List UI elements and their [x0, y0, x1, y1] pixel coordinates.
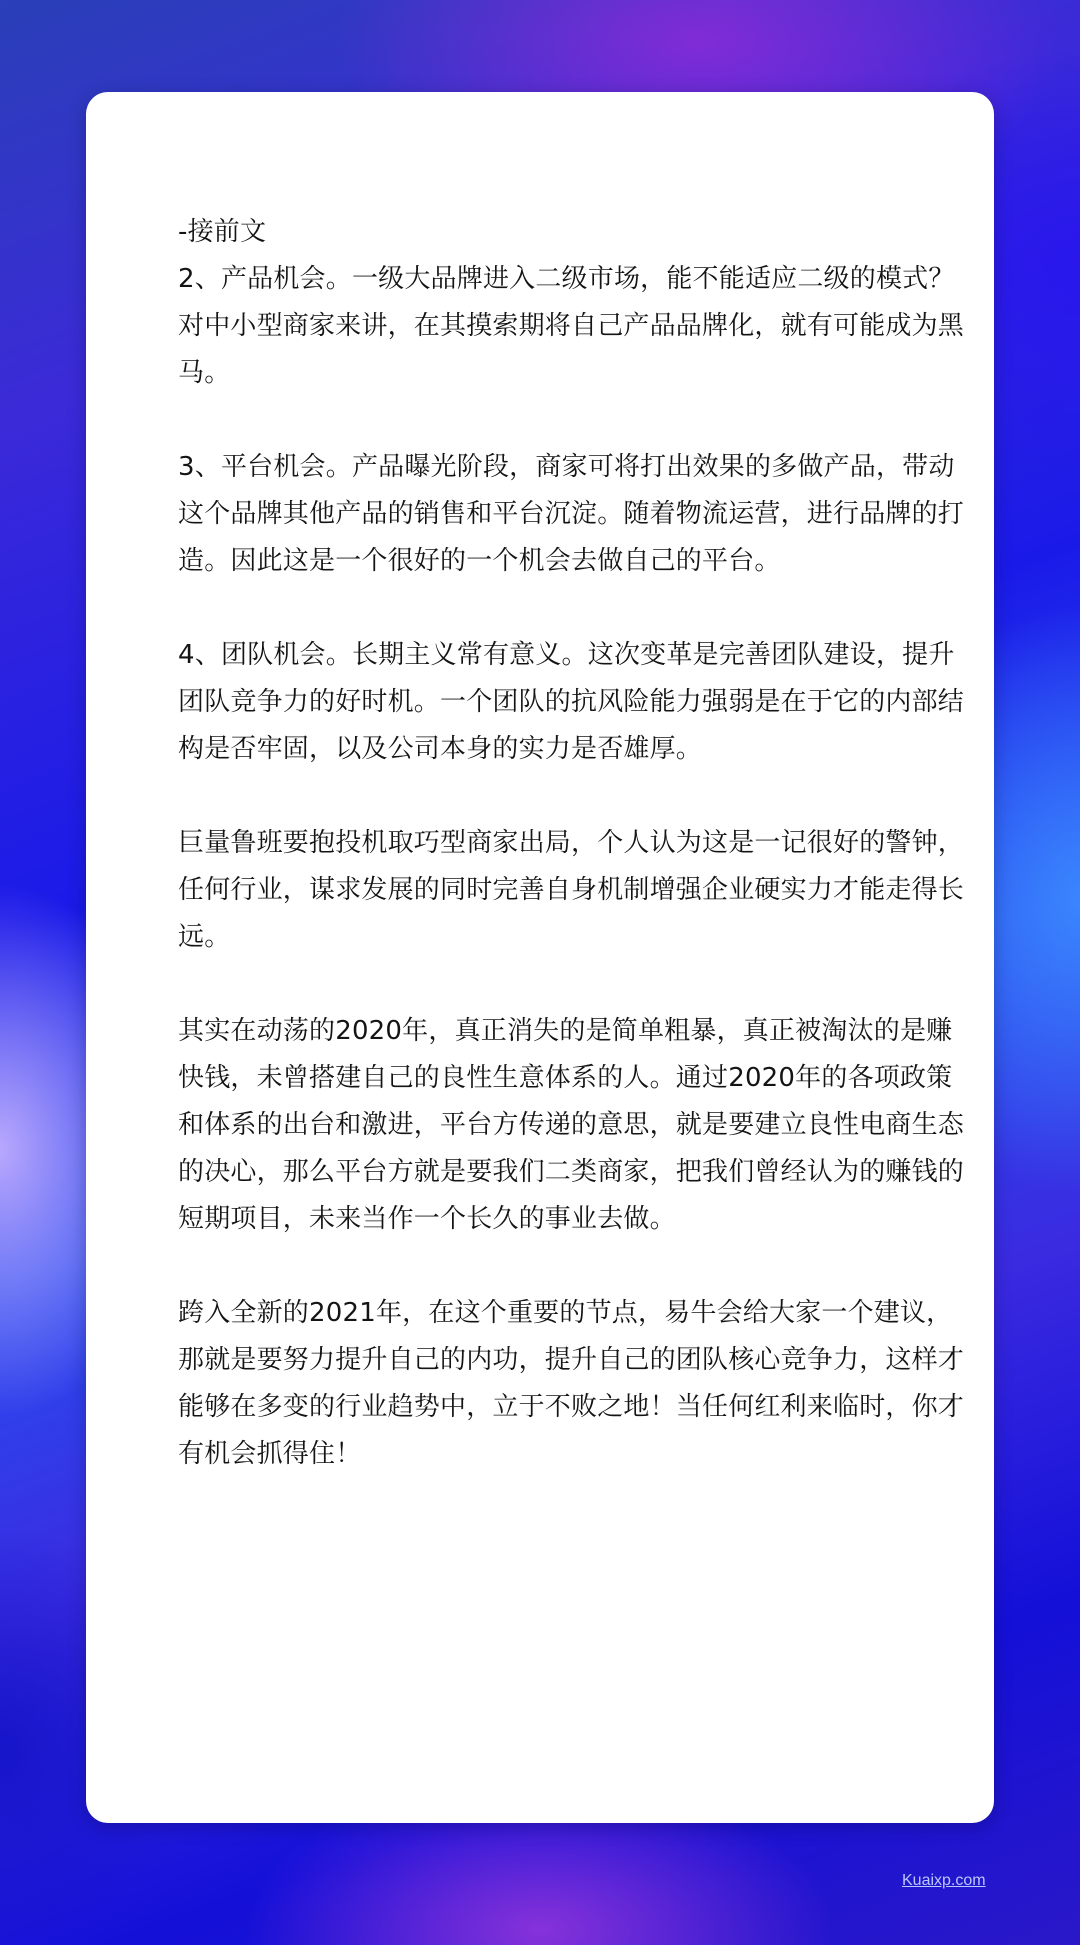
- paragraph-product-opportunity: 2、产品机会。一级大品牌进入二级市场，能不能适应二级的模式？对中小型商家来讲，在其摸索期将自己产品品牌化，就有可能成为黑马。: [178, 264, 965, 388]
- paragraph-2020-review: 其实在动荡的2020年，真正消失的是简单粗暴，真正被淘汰的是赚快钱，未曾搭建自己的良性生意体系的人。通过2020年的各项政策和体系的出台和激进，平台方传递的意思，就是要建立良性电商生态的决心，那么平台方就是要我们二类商家，把我们曾经认为的赚钱的短期项目，未来当作一个长久的事业去做。: [178, 1016, 965, 1234]
- paragraph-team-opportunity: 4、团队机会。长期主义常有意义。这次变革是完善团队建设，提升团队竞争力的好时机。一个团队的抗风险能力强弱是在于它的内部结构是否牢固，以及公司本身的实力是否雄厚。: [178, 640, 965, 764]
- paragraph-2021-advice: 跨入全新的2021年，在这个重要的节点，易牛会给大家一个建议，那就是要努力提升自己的内功，提升自己的团队核心竞争力，这样才能够在多变的行业趋势中，立于不败之地！当任何红利来临时，你才有机会抓得住！: [178, 1298, 965, 1469]
- watermark-link[interactable]: Kuaixp.com: [902, 1872, 986, 1889]
- article-body: [178, 209, 968, 1525]
- article-card: [86, 92, 994, 1823]
- paragraph-luban-warning: 巨量鲁班要抱投机取巧型商家出局，个人认为这是一记很好的警钟，任何行业，谋求发展的同时完善自身机制增强企业硬实力才能走得长远。: [178, 828, 965, 952]
- paragraph-platform-opportunity: 3、平台机会。产品曝光阶段，商家可将打出效果的多做产品，带动这个品牌其他产品的销售和平台沉淀。随着物流运营，进行品牌的打造。因此这是一个很好的一个机会去做自己的平台。: [178, 452, 965, 576]
- article-intro: -接前文: [178, 217, 267, 247]
